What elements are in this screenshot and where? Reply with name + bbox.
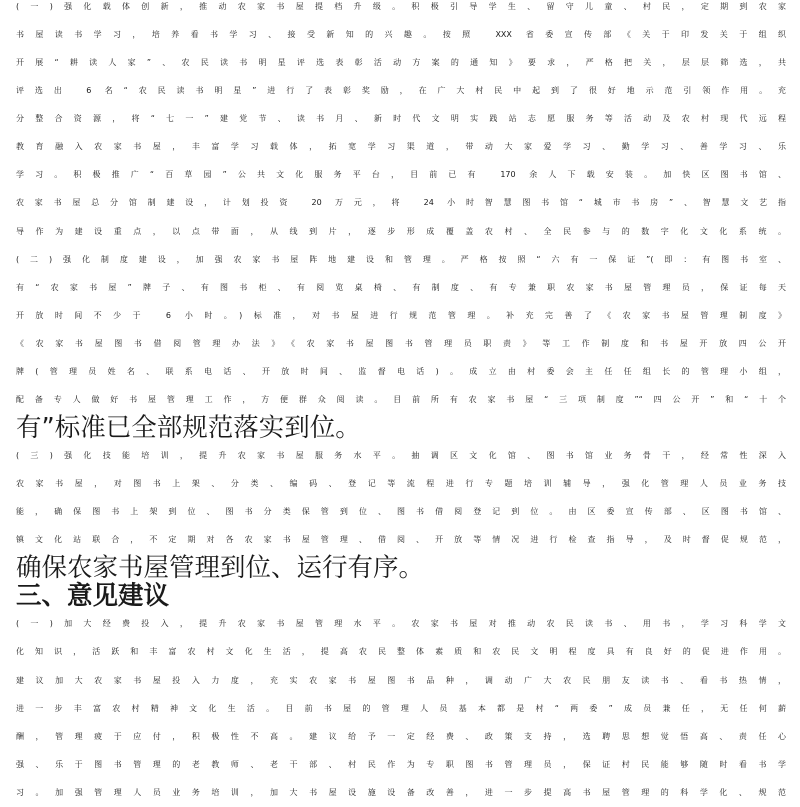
text-line: 《农家书屋图书借阅管理办法》《农家书屋图书管理员职责》等工作制度和书屋开放四公开 [16,338,786,348]
document-body [16,0,786,807]
text-line: 建议加大农家书屋投入力度，充实农家书屋图书品种，调动广大农民朋友读书、看书热情， [16,675,786,685]
text-line: 镇文化站联合，不定期对各农家书屋管理、借阅、开放等情况进行检查指导，及时督促规范， [16,535,786,545]
text-line: 农家书屋总分馆制建设，计划投资 20 万元，将 24 小时智慧图书馆“城市书房”、智慧文艺指 [16,198,786,208]
text-line: 开展“耕读人家”、农民读书明星评选表彰活动方案的通知》要求，严格把关，层层筛选，共 [16,58,786,68]
text-line: 导作为建设重点，以点带面，从线到片，逐步形成覆盖农村、全民参与的数字化文化系统。 [16,226,786,236]
text-line: 学习。积极推广“百草园”公共文化服务平台，目前已有 170 余人下载安装。加快区图书馆、 [16,170,786,180]
text-line: 进一步丰富农村精神文化生活。目前书屋的管理人员基本都是村“两委”成员兼任，无任何薪 [16,703,786,713]
text-line: 牌(管理员姓名、联系电话、开放时间、监督电话)。成立由村委会主任任组长的管理小组， [16,366,786,376]
text-line: 配备专人做好书屋管理工作，方便群众阅读。目前所有农家书屋“三项制度”“四公开”和“十个 [16,394,786,404]
text-line: 评选出 6 名“农民读书明星”进行了表彰奖励，在广大村民中起到了很好地示范引领作用。充 [16,86,786,96]
text-line: 开放时间不少于 6 小时。)标准，对书屋进行规范管理。补充完善了《农家书屋管理制度》 [16,310,786,320]
text-line: 分整合资源，将“七一”建党节、读书月、新时代文明实践站志愿服务等活动及农村现代远程 [16,114,786,124]
text-line: 习。加强管理人员业务培训，加大书屋设施设备改善，进一步提高书屋管理的科学化、规范 [16,787,786,797]
text-line: (一)强化载体创新，推动农家书屋提档升级。积极引导学生、留守儿童、村民，定期到农家 [16,2,786,11]
text-line: 酬，管理疲于应付，积极性不高。建议给予一定经费、政策支持，选聘思想觉悟高、责任心 [16,731,786,741]
text-line: 书屋读书学习，培养看书学习、接受新知的兴趣。按照 XXX 省委宣传部《关于印发关于组织 [16,30,786,40]
text-line: 有“农家书屋”牌子、有图书柜、有阅览桌椅、有制度、有专兼职农家书屋管理员，保证每天 [16,282,786,292]
text-line: 教育融入农家书屋，丰富学习载体，拓宽学习渠道，带动大家爱学习、勤学习、善学习、乐 [16,142,786,152]
section-heading: 三、意见建议 [16,581,170,612]
text-line: 化知识，活跃和丰富农村文化生活，提高农民整体素质和农民文明程度具有良好的促进作用。 [16,647,786,657]
text-line: (三)强化技能培训，提升农家书屋服务水平。抽调区文化馆、图书馆业务骨干，经常性深入 [16,451,786,460]
text-line: 确保农家书屋管理到位、运行有序。 [16,553,425,584]
text-line: 能，确保图书上架到位、图书分类保管到位、图书借阅登记到位。由区委宣传部、区图书馆、 [16,507,786,517]
text-line: 有”标准已全部规范落实到位。 [16,412,361,443]
text-line: 农家书屋，对图书上架、分类、编码、登记等流程进行专题培训辅导，强化管理人员业务技 [16,479,786,489]
text-line: 强、乐于图书管理的老教师、老干部、村民作为专职图书管理员，保证村民能够随时看书学 [16,759,786,769]
text-line: (一)加大经费投入，提升农家书屋管理水平。农家书屋对推动农民读书、用书，学习科学文 [16,619,786,629]
text-line: (二)强化制度建设，加强农家书屋阵地建设和管理。严格按照“六有一保证”(即：有图书室、 [16,254,786,264]
